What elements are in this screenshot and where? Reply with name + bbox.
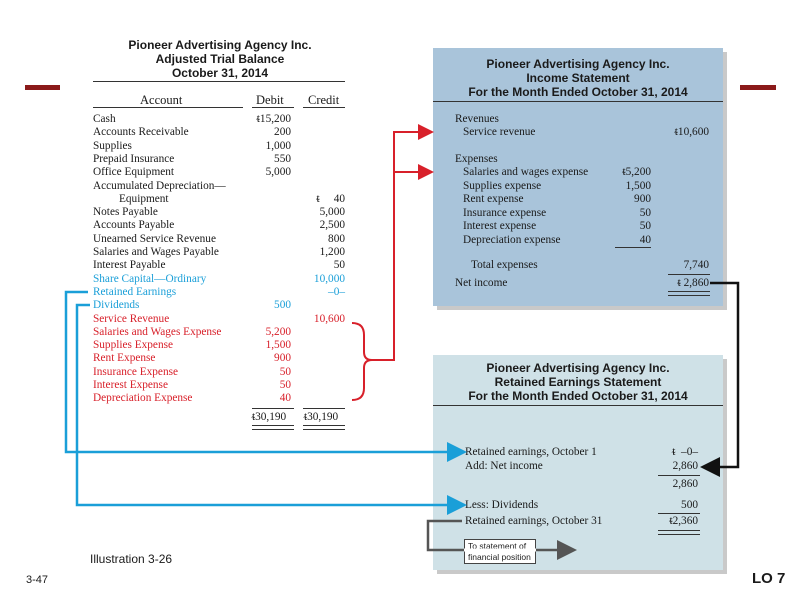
is-service-revenue-label: Service revenue [463, 126, 536, 138]
tb-account: Supplies Expense [93, 339, 174, 352]
tb-title: Adjusted Trial Balance [155, 52, 285, 66]
tb-total-double-rule-debit [252, 425, 294, 430]
table-row [0, 326, 800, 339]
tb-credit: 1,200 [319, 246, 345, 258]
is-net-income-double-rule [668, 291, 710, 296]
is-company: Pioneer Advertising Agency Inc. [486, 57, 670, 71]
list-item-value: 50 [639, 220, 651, 232]
list-item-value: ᵵ5,200 [622, 166, 651, 178]
re-opening-label: Retained earnings, October 1 [465, 446, 597, 458]
tb-account: Depreciation Expense [93, 392, 193, 405]
income-statement-panel [433, 48, 723, 306]
tb-debit: 40 [279, 392, 291, 405]
tb-credit: 50 [333, 259, 345, 272]
to-sofp-box [464, 539, 536, 564]
tb-account: Supplies [93, 139, 132, 152]
table-row [0, 313, 800, 326]
tb-header-rule [93, 81, 345, 82]
tb-debit: 550 [274, 152, 291, 165]
illustration-caption: Illustration 3-26 [90, 552, 173, 566]
is-revenues-label: Revenues [455, 113, 499, 125]
tb-debit: ᵵ15,200 [256, 113, 291, 125]
tb-debit: 900 [274, 352, 291, 365]
list-item-value: 40 [639, 233, 651, 246]
tb-account: Unearned Service Revenue [93, 232, 216, 245]
is-title: Income Statement [526, 71, 630, 85]
tb-total-debit: ᵵ30,190 [252, 411, 287, 423]
re-subtotal-rule [658, 475, 700, 476]
tb-total-rule-debit [252, 408, 294, 409]
tb-account: Accumulated Depreciation— [93, 179, 226, 192]
tb-account: Dividends [93, 299, 140, 312]
list-item-value: 50 [639, 206, 651, 219]
tb-credit: ᵵ 40 [316, 192, 345, 205]
tb-account: Office Equipment [93, 166, 175, 179]
list-item-value: 1,500 [625, 179, 651, 192]
re-closing-value: ᵵ2,360 [669, 515, 698, 527]
is-service-revenue-value: ᵵ10,600 [674, 126, 709, 138]
tb-account: Insurance Expense [93, 365, 179, 378]
re-title: Retained Earnings Statement [494, 375, 662, 389]
tb-colhead-rule-credit [303, 107, 345, 108]
right-accent-bar [740, 85, 776, 90]
retained-earnings-panel [433, 355, 723, 570]
tb-debit: 1,000 [265, 139, 291, 152]
tb-account: Retained Earnings [93, 285, 177, 298]
is-net-income-value: ᵵ 2,860 [677, 277, 709, 289]
is-total-expenses-value: 7,740 [683, 259, 709, 271]
list-item: Insurance expense [463, 206, 547, 219]
re-company: Pioneer Advertising Agency Inc. [486, 361, 670, 375]
tb-credit: –0– [328, 285, 345, 298]
is-total-rule [668, 274, 710, 275]
tb-account: Prepaid Insurance [93, 152, 175, 165]
re-closing-double-rule [658, 530, 700, 535]
tb-debit: 5,000 [265, 166, 291, 179]
list-item: Interest expense [463, 220, 537, 232]
re-less-label: Less: Dividends [465, 499, 539, 511]
tb-col-debit: Debit [256, 93, 284, 107]
to-sofp-line2: financial position [468, 552, 531, 562]
tb-total-double-rule-credit [303, 425, 345, 430]
is-header-rule [433, 101, 723, 102]
tb-credit: 10,600 [313, 312, 345, 325]
re-add-value: 2,860 [672, 460, 698, 472]
tb-account: Interest Expense [93, 379, 168, 391]
tb-account: Salaries and Wages Expense [93, 325, 222, 338]
re-less-value: 500 [681, 499, 698, 511]
tb-total-rule-credit [303, 408, 345, 409]
is-expenses-label: Expenses [455, 153, 498, 165]
tb-col-credit: Credit [308, 93, 340, 107]
tb-company: Pioneer Advertising Agency Inc. [128, 38, 312, 52]
tb-credit: 10,000 [313, 272, 345, 285]
re-add-label: Add: Net income [465, 460, 543, 472]
tb-account: Service Revenue [93, 312, 170, 325]
left-accent-bar [25, 85, 60, 90]
tb-date: October 31, 2014 [171, 66, 269, 80]
is-total-expenses-label: Total expenses [471, 259, 538, 271]
list-item: Depreciation expense [463, 233, 561, 246]
tb-debit: 50 [279, 365, 291, 378]
tb-account: Notes Payable [93, 206, 158, 219]
tb-credit: 800 [328, 232, 345, 245]
is-expense-subtotal-rule [615, 247, 651, 248]
tb-account: Salaries and Wages Payable [93, 246, 219, 258]
re-period: For the Month Ended October 31, 2014 [468, 389, 688, 403]
tb-total-credit: ᵵ30,190 [304, 411, 339, 423]
is-period: For the Month Ended October 31, 2014 [468, 85, 688, 99]
is-net-income-label: Net income [455, 277, 508, 289]
re-subtotal-value: 2,860 [672, 478, 698, 490]
to-sofp-line1: To statement of [468, 541, 527, 551]
re-closing-label: Retained earnings, October 31 [465, 515, 603, 527]
tb-debit: 500 [274, 299, 291, 312]
list-item: Salaries and wages expense [463, 166, 589, 178]
tb-credit: 2,500 [319, 219, 345, 232]
tb-account: Cash [93, 113, 116, 125]
tb-account: Accounts Payable [93, 219, 175, 232]
tb-account: Rent Expense [93, 352, 156, 365]
list-item: Rent expense [463, 193, 524, 205]
learning-objective: LO 7 [752, 570, 786, 587]
tb-debit: 1,500 [265, 339, 291, 352]
tb-credit: 5,000 [319, 206, 345, 219]
tb-colhead-rule-debit [252, 107, 294, 108]
list-item: Supplies expense [463, 179, 542, 192]
tb-account: Share Capital—Ordinary [93, 272, 207, 285]
re-opening-value: ᵵ –0– [672, 446, 698, 458]
re-header-rule [433, 405, 723, 406]
table-row [0, 339, 800, 352]
tb-colhead-rule-account [93, 107, 243, 108]
tb-account: Interest Payable [93, 259, 166, 272]
tb-col-account: Account [140, 93, 183, 107]
tb-debit: 200 [274, 126, 291, 139]
tb-debit: 5,200 [265, 325, 291, 338]
re-less-rule [658, 513, 700, 514]
slide-number: 3-47 [26, 574, 49, 586]
list-item-value: 900 [634, 193, 651, 205]
tb-debit: 50 [279, 379, 291, 391]
tb-account: Equipment [119, 192, 169, 205]
tb-account: Accounts Receivable [93, 126, 189, 139]
